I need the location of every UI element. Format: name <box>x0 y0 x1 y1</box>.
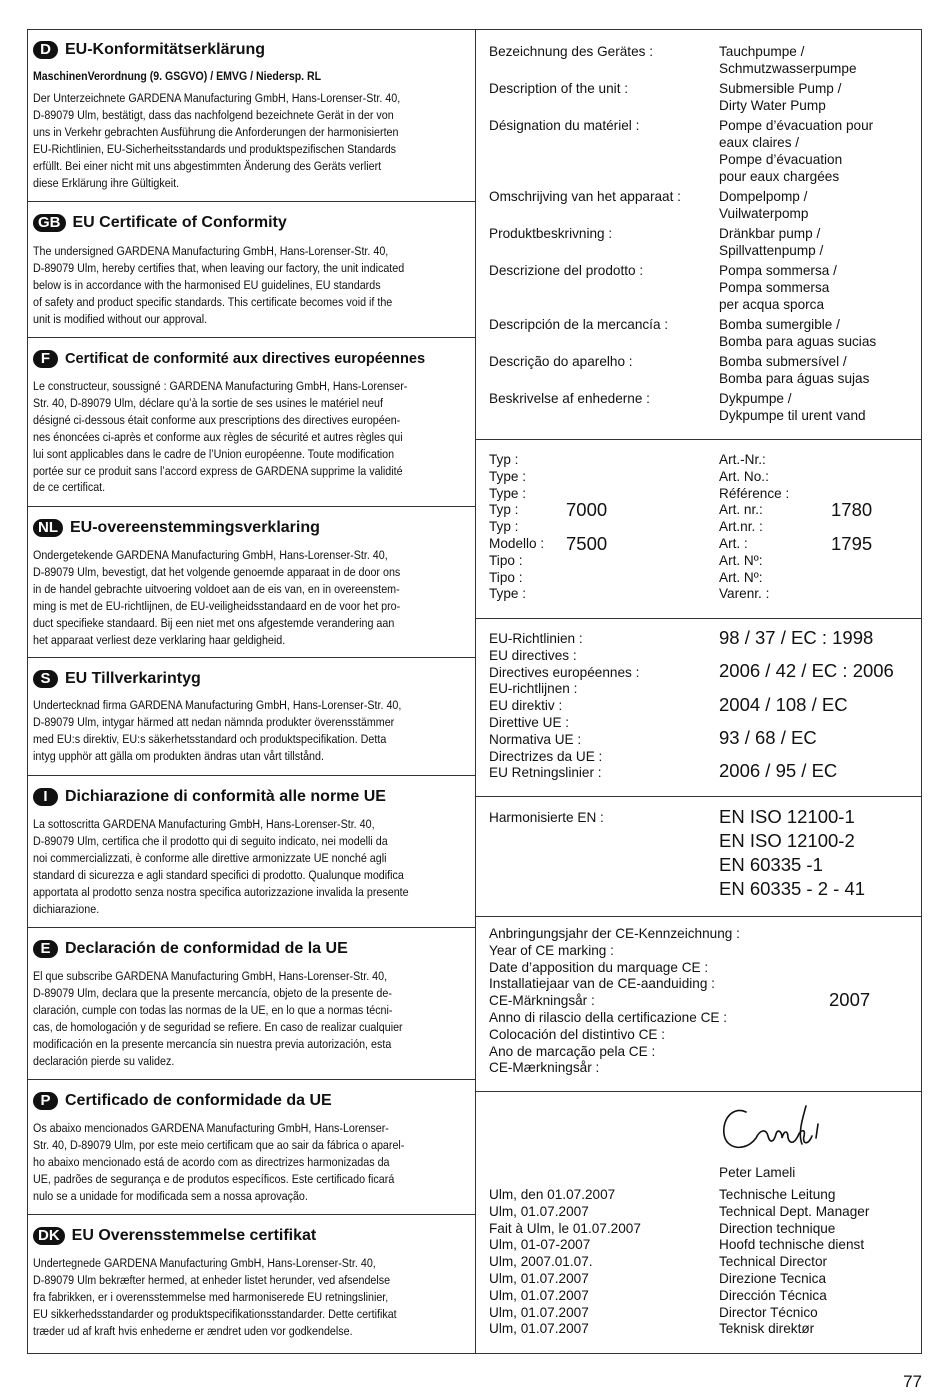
text-line: diese Erklärung ihre Gültigkeit. <box>33 175 180 190</box>
signature-title: Direction technique <box>719 1220 836 1236</box>
signature-title: Technical Director <box>719 1254 828 1270</box>
lang-badge: P <box>33 1092 58 1110</box>
directive-label: EU direktiv : <box>489 698 563 714</box>
text-line: UE, padrões de segurança e de produtos específicos. Este certificado ficará <box>33 1171 395 1186</box>
section-title: EU-overeenstemmingsverklaring <box>70 519 320 536</box>
signature-title: Dirección Técnica <box>719 1287 827 1303</box>
art-label: Art.-Nr.: <box>719 452 766 467</box>
ce-label: Installatiejaar van de CE-aanduiding : <box>489 976 715 992</box>
signature-place: Ulm, 01.07.2007 <box>489 1271 589 1286</box>
directive-label: Directives européennes : <box>489 664 640 680</box>
text-line: D-89079 Ulm, bestätigt, dass das nachfolgend bezeichnete Gerät in der von <box>33 107 394 122</box>
art-value: 1780 <box>831 499 873 520</box>
description-value: Dykpumpe / <box>719 391 792 407</box>
signature-place: Fait à Ulm, le 01.07.2007 <box>489 1220 641 1236</box>
text-line: The undersigned GARDENA Manufacturing GmbH, Hans-Lorenser-Str. 40, <box>33 244 389 258</box>
description-label: Omschrijving van het apparaat : <box>489 188 681 204</box>
ce-label: Year of CE marking : <box>489 942 614 958</box>
type-label: Tipo : <box>489 552 523 568</box>
type-label: Type : <box>489 468 527 484</box>
section-fr <box>27 338 475 507</box>
section-text <box>33 1120 464 1205</box>
description-value: Pompa sommersa <box>719 279 830 295</box>
section-pt <box>27 1080 475 1215</box>
lang-badge: S <box>33 670 58 688</box>
description-value: Bomba sumergible / <box>719 317 840 332</box>
text-line: standard di sicurezza e agli standard specifici di prodotto. Qualunque modifica <box>33 867 404 882</box>
section-title: Declaración de conformidad de la UE <box>65 940 348 957</box>
directive-value: 93 / 68 / EC <box>719 726 817 748</box>
directive-value: 98 / 37 / EC : 1998 <box>719 627 874 648</box>
text-line: El que subscribe GARDENA Manufacturing GmbH, Hans-Lorenser-Str. 40, <box>33 969 388 983</box>
text-line: désigné ci-dessous était conforme aux prescriptions des directives européen- <box>33 412 401 427</box>
ce-label: Date d’apposition du marquage CE : <box>489 959 709 975</box>
ce-label: Ano de marcação pela CE : <box>489 1043 656 1059</box>
lang-badge: E <box>33 940 58 958</box>
directive-label: EU-richtlijnen : <box>489 681 578 697</box>
signature-title: Technische Leitung <box>719 1187 836 1202</box>
art-value: 1795 <box>831 533 873 554</box>
text-line: duct specifieke standaard. Bij een niet met ons afgestemde verandering aan <box>33 615 395 630</box>
lang-badge: DK <box>33 1227 65 1245</box>
text-line: Undertecknad firma GARDENA Manufacturing GmbH, Hans-Lorenser-Str. 40, <box>33 698 402 712</box>
section-text <box>33 378 464 496</box>
text-line: Ondergetekende GARDENA Manufacturing GmbH, Hans-Lorenser-Str. 40, <box>33 548 388 562</box>
text-line: ming is met de EU-richtlijnen, de EU-veiligheidsstandaard en de voor het pro- <box>33 598 401 613</box>
description-label: Descrizione del prodotto : <box>489 263 644 279</box>
description-value: Spillvattenpump / <box>719 242 824 258</box>
description-value: Dränkbar pump / <box>719 226 821 241</box>
text-line: med EU:s direktiv, EU:s säkerhetsstandard och produktspecifikation. Detta <box>33 731 387 746</box>
text-line: het apparaat verliest deze verklaring haar geldigheid. <box>33 632 286 647</box>
section-title: Dichiarazione di conformità alle norme UE <box>65 788 386 805</box>
signature-place: Ulm, 01.07.2007 <box>489 1304 589 1320</box>
description-value: Bomba submersível / <box>719 354 847 370</box>
text-line: Str. 40, D-89079 Ulm, déclare qu’à la sortie de ses usines le matériel neuf <box>33 395 383 410</box>
description-value: per acqua sporca <box>719 296 825 312</box>
text-line: nes énoncées ci-après et conforme aux règles de sécurité et autres règles qui <box>33 429 403 444</box>
text-line: EU-Richtlinien, EU-Sicherheitsstandards und produktspezifischen Standards <box>33 141 397 156</box>
text-line: declaración pierde su validez. <box>33 1053 175 1068</box>
section-text <box>33 1255 464 1340</box>
text-line: noi commercializzati, è conforme alle direttive armonizzate UE nonché agli <box>33 850 387 865</box>
directive-value: 2004 / 108 / EC <box>719 693 848 715</box>
section-title: EU Overensstemmelse certifikat <box>71 1227 317 1244</box>
signature-place: Ulm, 01-07-2007 <box>489 1237 591 1253</box>
section-nl <box>27 507 475 658</box>
text-line: D-89079 Ulm, declara que la presente mercancía, objeto de la presente de- <box>33 985 392 1000</box>
text-line: portée sur ce produit sans l’accord express de GARDENA supprime la validité <box>33 463 403 478</box>
type-label: Tipo : <box>489 569 523 585</box>
section-de <box>27 29 475 202</box>
section-text <box>33 968 464 1069</box>
text-line: D-89079 Ulm bekræfter hermed, at enheder listet herunder, ved afsendelse <box>33 1272 391 1287</box>
type-label: Typ : <box>489 502 519 518</box>
ce-label: Anbringungsjahr der CE-Kennzeichnung : <box>489 926 740 941</box>
description-value: Bomba para águas sujas <box>719 370 870 386</box>
description-value: Submersible Pump / <box>719 81 842 97</box>
description-value: Dirty Water Pump <box>719 97 826 113</box>
text-line: D-89079 Ulm, intygar härmed att nedan nämnda produkter överensstämmer <box>33 714 395 729</box>
section-text <box>33 816 464 917</box>
text-line: lui sont applicables dans le cadre de l’Union européenne. Toute modification <box>33 446 395 461</box>
type-label: Typ : <box>489 519 519 535</box>
text-line: ho abaixo mencionado está de acordo com as directrizes harmonizadas da <box>33 1154 390 1169</box>
type-value: 7000 <box>566 499 608 520</box>
type-label: Type : <box>489 586 527 602</box>
description-label: Descripción de la mercancía : <box>489 317 669 332</box>
section-text <box>33 697 464 765</box>
directive-label: Direttive UE : <box>489 715 570 730</box>
text-line: unit is modified without our approval. <box>33 311 208 326</box>
ce-label: Colocación del distintivo CE : <box>489 1026 666 1042</box>
directive-label: EU directives : <box>489 647 577 663</box>
description-value: eaux claires / <box>719 135 800 150</box>
type-label: Type : <box>489 485 527 501</box>
signature-place: Ulm, 01.07.2007 <box>489 1203 589 1219</box>
lang-badge: F <box>33 350 58 368</box>
signature-title: Technical Dept. Manager <box>719 1203 870 1219</box>
text-line: La sottoscritta GARDENA Manufacturing GmbH, Hans-Lorenser-Str. 40, <box>33 817 375 831</box>
section-text <box>33 90 464 191</box>
type-value: 7500 <box>566 533 608 554</box>
section-es <box>27 928 475 1080</box>
text-line: Le constructeur, soussigné : GARDENA Manufacturing GmbH, Hans-Lorenser- <box>33 379 408 393</box>
art-label: Art. : <box>719 536 748 551</box>
art-label: Art. Nº: <box>719 569 763 585</box>
description-value: Pompa sommersa / <box>719 263 837 279</box>
section-gb <box>27 202 475 338</box>
directive-label: EU Retningslinier : <box>489 765 602 781</box>
description-value: Schmutzwasserpumpe <box>719 60 857 76</box>
text-line: modificación en la presente mercancía sin nuestra previa autorización, esta <box>33 1036 392 1051</box>
signature-title: Teknisk direktør <box>719 1321 815 1337</box>
text-line: fra fabrikken, er i overensstemmelse med harmoniserede EU retningslinier, <box>33 1289 389 1304</box>
text-line: D-89079 Ulm, bevestigt, dat het volgende genoemde apparaat in de door ons <box>33 564 401 579</box>
signer-name: Peter Lameli <box>719 1165 796 1180</box>
description-value: Pompe d’évacuation <box>719 151 843 167</box>
description-value: Dykpumpe til urent vand <box>719 408 866 423</box>
ce-label: CE-Mærkningsår : <box>489 1060 600 1076</box>
text-line: in de handel gebrachte uitvoering voldoet aan de eis van, en in overeenstem- <box>33 581 400 596</box>
text-line: træder ud af kraft hvis enhederne er ændret uden vor godkendelse. <box>33 1323 353 1338</box>
signature-place: Ulm, den 01.07.2007 <box>489 1187 616 1202</box>
type-label: Modello : <box>489 536 545 551</box>
directive-label: Normativa UE : <box>489 731 582 747</box>
text-line: D-89079 Ulm, hereby certifies that, when leaving our factory, the unit indicated <box>33 260 405 275</box>
text-line: uns in Verkehr gebrachten Ausführung die Anforderungen der harmonisierten <box>33 124 399 139</box>
ce-label: Anno di rilascio della certificazione CE : <box>489 1010 728 1025</box>
text-line: EU sikkerhedsstandarder og produktspecifikationsstandarder. Dette certifikat <box>33 1306 397 1321</box>
description-label: Beskrivelse af enhederne : <box>489 391 650 407</box>
signature-image <box>716 1100 826 1160</box>
signature-title: Direzione Tecnica <box>719 1271 827 1286</box>
harmonised-value: EN 60335 -1 <box>719 854 823 875</box>
description-label: Descrição do aparelho : <box>489 354 633 370</box>
harmonised-value: EN ISO 12100-2 <box>719 830 855 851</box>
art-label: Référence : <box>719 485 790 501</box>
description-label: Produktbeskrivning : <box>489 226 613 241</box>
description-value: Tauchpumpe / <box>719 44 805 59</box>
text-line: apportata al prodotto senza nostra specifica autorizzazione invalida la presente <box>33 884 409 899</box>
description-label: Désignation du matériel : <box>489 118 640 134</box>
directive-value: 2006 / 95 / EC <box>719 760 838 782</box>
art-label: Art. No.: <box>719 468 769 484</box>
text-line: erfüllt. Bei einer nicht mit uns abgestimmten Änderung des Geräts verliert <box>33 158 382 173</box>
section-title: EU Tillverkarintyg <box>65 670 201 687</box>
signature-place: Ulm, 2007.01.07. <box>489 1254 593 1270</box>
text-line: de ce certificat. <box>33 480 106 495</box>
signature-place: Ulm, 01.07.2007 <box>489 1321 589 1337</box>
text-line: Str. 40, D-89079 Ulm, por este meio certificam que ao sair da fábrica o aparel- <box>33 1137 405 1152</box>
lang-badge: NL <box>33 519 63 537</box>
harmonised-value: EN 60335 - 2 - 41 <box>719 878 866 899</box>
section-title: EU Certificate of Conformity <box>72 214 287 231</box>
section-it <box>27 776 475 928</box>
section-text <box>33 243 464 328</box>
text-line: cas, de homologación y de seguridad se refiere. En caso de realizar cualquier <box>33 1019 403 1034</box>
text-line: dichiarazione. <box>33 901 100 916</box>
page-number: 77 <box>903 1372 922 1391</box>
section-text <box>33 547 464 648</box>
directive-label: EU-Richtlinien : <box>489 631 583 646</box>
description-label: Description of the unit : <box>489 81 629 97</box>
text-line: nulo se a unidade for modificada sem a nossa aprovação. <box>33 1188 308 1203</box>
lang-badge: GB <box>33 214 66 232</box>
signature-title: Director Técnico <box>719 1304 818 1320</box>
section-dk <box>27 1215 475 1354</box>
art-label: Art. Nº: <box>719 552 763 568</box>
section-title: Certificat de conformité aux directives européennes <box>65 351 426 367</box>
text-line: Os abaixo mencionados GARDENA Manufacturing GmbH, Hans-Lorenser- <box>33 1121 389 1135</box>
signature-title: Hoofd technische dienst <box>719 1237 865 1253</box>
section-se <box>27 658 475 776</box>
description-value: Dompelpomp / <box>719 188 808 204</box>
types-section <box>476 440 922 619</box>
description-value: pour eaux chargées <box>719 168 840 184</box>
harmonised-value: EN ISO 12100-1 <box>719 806 855 827</box>
section-title: Certificado de conformidade da UE <box>65 1092 332 1109</box>
text-line: Der Unterzeichnete GARDENA Manufacturing GmbH, Hans-Lorenser-Str. 40, <box>33 91 401 105</box>
text-line: Undertegnede GARDENA Manufacturing GmbH, Hans-Lorenser-Str. 40, <box>33 1256 376 1270</box>
text-line: below is in accordance with the harmonised EU guidelines, EU standards <box>33 277 381 292</box>
description-label: Bezeichnung des Gerätes : <box>489 44 653 59</box>
text-line: D-89079 Ulm, certifica che il prodotto qui di seguito indicato, nei modelli da <box>33 833 388 848</box>
signature-place: Ulm, 01.07.2007 <box>489 1287 589 1303</box>
harmonised-label: Harmonisierte EN : <box>489 810 604 825</box>
type-label: Typ : <box>489 452 519 467</box>
art-label: Art. nr.: <box>719 502 763 518</box>
lang-badge: I <box>33 788 58 806</box>
text-line: intyg upphör att gälla om produkten ändras utan vårt tillstånd. <box>33 748 324 763</box>
description-value: Pompe d’évacuation pour <box>719 118 874 134</box>
ce-year: 2007 <box>829 989 871 1010</box>
section-subtitle: MaschinenVerordnung (9. GSGVO) / EMVG / Niedersp. RL <box>33 69 322 83</box>
text-line: of safety and product specific standards. This certificate becomes void if the <box>33 294 393 309</box>
directive-value: 2006 / 42 / EC : 2006 <box>719 660 894 682</box>
text-line: claración, cumple con todas las normas de la UE, en lo que a normas técni- <box>33 1002 393 1017</box>
description-value: Bomba para aguas sucias <box>719 333 877 349</box>
ce-label: CE-Märkningsår : <box>489 993 595 1009</box>
art-label: Art.nr. : <box>719 519 763 535</box>
directive-label: Directrizes da UE : <box>489 748 603 764</box>
section-title: EU-Konformitätserklärung <box>65 41 266 58</box>
lang-badge: D <box>33 41 58 59</box>
description-value: Vuilwaterpomp <box>719 205 809 221</box>
art-label: Varenr. : <box>719 586 770 602</box>
